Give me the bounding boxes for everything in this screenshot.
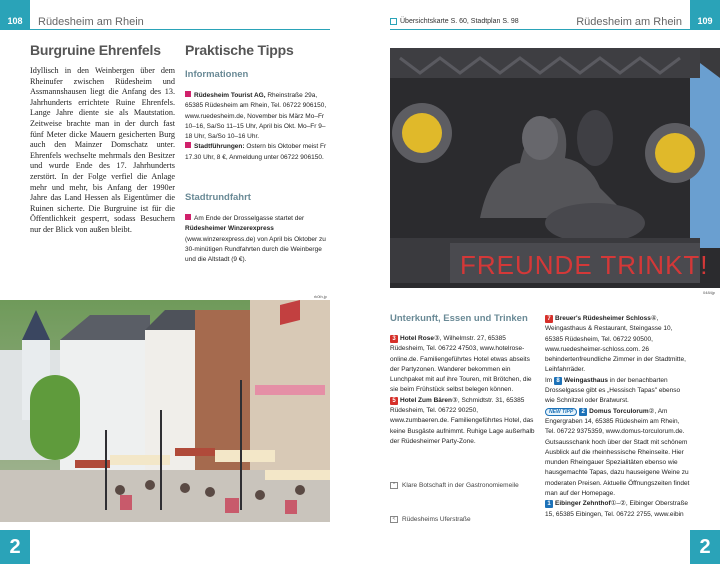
map-reference: Übersichtskarte S. 60, Stadtplan S. 98 — [390, 18, 519, 25]
carving-inscription: FREUNDE TRINKT! — [460, 250, 709, 280]
listing-weingasthaus: Im 8 Weingasthaus in der benachbarten Drosselgasse gibt es „Hessisch Tapas" ebenso wie Schnitzel oder Bratwurst. — [545, 376, 681, 405]
info-entry-tours: Stadtführungen: Ostern bis Oktober meist Fr 17.30 Uhr, 8 €, Anmeldung unter 06722 906150. — [185, 143, 327, 161]
page-number: 108 — [7, 16, 23, 26]
listing-domus-torculorum: NEW TIPP 2 Domus Torculorum②, Am Engergraben 14, 65385 Rüdesheim am Rhein, Tel. 06722 9375359, www.domus-torculorum.de. Gutsausschank hoch über der Stadt mit schönem Ausblick auf die rheinhessische Rheinseite. Hier munden Rheingauer Spezialitäten ebenso wie hausgemachte Tapas, dazu hauseigene Weine zu moderaten Preisen. Aktuelle Öffnungszeiten findet man auf der Homepage. — [545, 407, 690, 498]
chapter-number: 2 — [699, 535, 711, 558]
running-title: Rüdesheim am Rhein — [576, 16, 682, 28]
bullet-icon — [185, 214, 191, 220]
right-page — [360, 0, 720, 564]
chapter-tab — [690, 530, 720, 564]
listing-breuers-schloss: 7 Breuer's Rüdesheimer Schloss④, Weingasthaus & Restaurant, Steingasse 10, 65385 Rüdesheim, Tel. 06722 90500, www.ruedesheimer-schloss.com. 26 behindertenfreundliche Zimmer in der Stadtmitte, Leihfahrräder. — [545, 315, 686, 374]
map-icon — [390, 18, 397, 25]
bullet-icon — [185, 142, 191, 148]
tour-entry: Am Ende der Drosselgasse startet der Rüdesheimer Winzerexpress (www.winzerexpress.de) von April bis Oktober zu 30-minütigen Rundfahrten durch die Weinberge und die Altstadt (9 €). — [185, 215, 326, 264]
photo-credit: rk0ih.jp — [314, 294, 327, 299]
accommodation-col-2 — [545, 314, 691, 520]
carving-photo — [390, 48, 720, 288]
info-entries — [185, 91, 331, 163]
listing-hotel-zum-baeren: 5 Hotel Zum Bären③, Schmidtstr. 31, 65385 Rüdesheim, Tel. 06722 90250, www.zumbaeren.de. Familiengeführtes Hotel, das keine Busgäste aufnimmt. Ruhige Lage außerhalb der Rüdesheimer Party-Zone. — [390, 396, 535, 445]
map-marker-badge: 3 — [390, 335, 398, 343]
page-number-tab — [690, 0, 720, 30]
photo-caption-up: ^ Klare Botschaft in der Gastronomiemeile — [390, 482, 519, 489]
map-marker-badge: 1 — [545, 500, 553, 508]
map-marker-badge: 2 — [579, 408, 587, 416]
listing-hotel-rose: 3 Hotel Rose③, Wilhelmstr. 27, 65385 Rüdesheim, Tel. 06722 47503, www.hotelrose-online.de. Familiengeführtes Hotel etwas abseits der Partyzonen. Wanderer bekommen ein Lunchpaket mit auf ihre Touren, mit Brötchen, die sie beim Frühstück selbst belegen können. — [390, 335, 532, 394]
new-tip-badge: NEW TIPP — [545, 408, 577, 416]
photo-credit: 0484jp — [703, 290, 716, 295]
photo-caption-left: < Rüdesheims Uferstraße — [390, 516, 471, 523]
chapter-number: 2 — [9, 535, 21, 558]
section-heading-informationen: Informationen — [185, 69, 249, 80]
running-title: Rüdesheim am Rhein — [38, 16, 144, 28]
page-number: 109 — [697, 16, 713, 26]
map-marker-badge: 7 — [545, 315, 553, 323]
section-heading-stadtrundfahrt: Stadtrundfahrt — [185, 192, 251, 203]
section-heading-accommodation: Unterkunft, Essen und Trinken — [390, 313, 528, 324]
article-title: Burgruine Ehrenfels — [30, 42, 161, 58]
arrow-left-icon: < — [390, 516, 398, 523]
header-rule — [30, 29, 330, 30]
info-entry-tourist: Rüdesheim Tourist AG, Rheinstraße 29a, 65385 Rüdesheim am Rhein, Tel. 06722 906150, www.ruedesheim.de, November bis März Mo–Fr 10–16, Sa/So 11–15 Uhr, April bis Okt. Mo–Fr 9–18 Uhr, Sa/So 10–16 Uhr. — [185, 92, 327, 141]
accommodation-col-1 — [390, 334, 536, 447]
article-body: Idyllisch in den Weinbergen über dem Rheinufer zwischen Rüdesheim und Assmannshausen liegt die Anfang des 13. Jahrhunderts errichtete Ruine Ehrenfels. Lange Jahre diente sie als Mautstation. Zeitweise brachte man in der durch fast fünf Meter dicke Mauern gesicherten Burg auch den Mainzer Domschatz unter. Ehrenfels wechselte mehrmals den Besitzer und wurde Ende des 17. Jahrhunderts zerstört. In der Folge verfiel die Anlage mehr und mehr, bis Anfang der 1990er Jahre das Land Hessen als Eigentümer die Ruinen sicherte. Die Burgruine ist für die Öffentlichkeit gesperrt, sodass Besuchern nur der Blick von außen bleibt. — [30, 66, 175, 234]
bullet-icon — [185, 91, 191, 97]
street-photo — [0, 300, 330, 522]
listing-eibinger-zehnthof: 1 Eibinger Zehnthof①–②, Eibinger Oberstraße 15, 65385 Eibingen, Tel. 06722 2755, www.eibin — [545, 500, 689, 518]
arrow-up-icon: ^ — [390, 482, 398, 489]
map-marker-badge: 5 — [390, 397, 398, 405]
map-marker-badge: 8 — [554, 377, 562, 385]
page-number-tab — [0, 0, 30, 30]
chapter-tab — [0, 530, 30, 564]
tips-title: Praktische Tipps — [185, 42, 294, 58]
header-rule — [390, 29, 690, 30]
